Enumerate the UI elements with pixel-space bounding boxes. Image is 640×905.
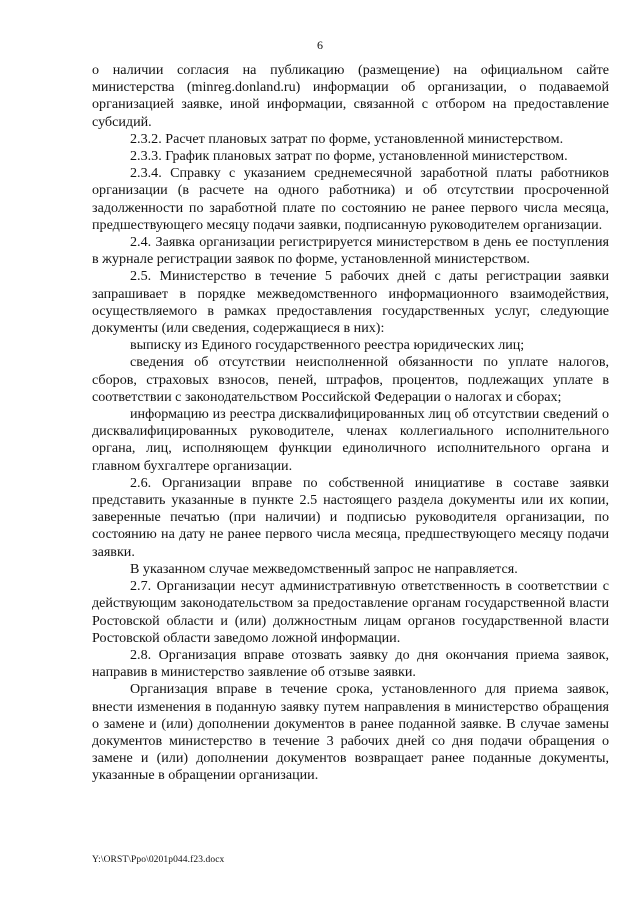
paragraph-consent-publication: о наличии согласия на публикацию (размещение) на официальном сайте министерства (minreg.donland.ru) информации об организации, о подаваемой организацией заявке, иной информации, связанной с отбором на предоставление субсидий.: [92, 62, 609, 130]
paragraph-2-6: 2.6. Организации вправе по собственной инициативе в составе заявки представить указанные в пункте 2.5 настоящего раздела документы или их копии, заверенные печатью (при наличии) и подписью руководителя организации, по состоянию на дату не ранее первого числа месяца, предшествующего месяцу подачи заявки.: [92, 474, 609, 560]
paragraph-2-3-4: 2.3.4. Справку с указанием среднемесячной заработной платы работников организации (в расчете на одного работника) и об отсутствии просроченной задолженности по заработной плате по состоянию не ранее первого числа месяца, предшествующего месяцу подачи заявки, подписанную руководителем организации.: [92, 165, 609, 233]
paragraph-2-3-2: 2.3.2. Расчет плановых затрат по форме, установленной министерством.: [130, 130, 564, 147]
document-body: [92, 62, 609, 785]
paragraph-2-3-3: 2.3.3. График плановых затрат по форме, установленной министерством.: [130, 148, 568, 165]
paragraph-2-5-item-taxes: сведения об отсутствии неисполненной обязанности по уплате налогов, сборов, страховых взносов, пеней, штрафов, процентов, подлежащих уплате в соответствии с законодательством Российской Федерации о налогах и сборах;: [92, 354, 609, 405]
paragraph-2-8-changes: Организация вправе в течение срока, установленного для приема заявок, внести изменения в поданную заявку путем направления в министерство обращения о замене и (или) дополнении документов в ранее поданной заявке. В случае замены документов министерство в течение 3 рабочих дней со дня подачи обращения о замене и (или) дополнении документов возвращает ранее поданные документы, указанные в обращении организации.: [92, 681, 609, 784]
paragraph-2-5: 2.5. Министерство в течение 5 рабочих дней с даты регистрации заявки запрашивает в порядке межведомственного информационного взаимодействия, осуществляемого в рамках предоставления государственных услуг, следующие документы (или сведения, содержащиеся в них):: [92, 268, 609, 337]
page-number: 6: [317, 38, 323, 52]
paragraph-2-8: 2.8. Организация вправе отозвать заявку до дня окончания приема заявок, направив в министерство заявление об отзыве заявки.: [92, 646, 609, 681]
paragraph-2-5-item-egrul: выписку из Единого государственного реестра юридических лиц;: [130, 337, 525, 354]
paragraph-2-4: 2.4. Заявка организации регистрируется министерством в день ее поступления в журнале регистрации заявок по форме, установленной министерством.: [92, 234, 609, 268]
paragraph-2-5-item-disqualified: информацию из реестра дисквалифицированных лиц об отсутствии сведений о дисквалифицированных руководителе, членах коллегиального исполнительного органа, лиц, исполняющем функции единоличного исполнительного органа и главном бухгалтере организации.: [92, 406, 609, 474]
footer-file-path: Y:\ORST\Ppo\0201p044.f23.docx: [92, 855, 225, 865]
paragraph-2-7: 2.7. Организации несут административную ответственность в соответствии с действующим законодательством за предоставление органам государственной власти Ростовской области и (или) должностным лицам органов государственной власти Ростовской области заведомо ложной информации.: [92, 578, 609, 646]
paragraph-2-6-note: В указанном случае межведомственный запрос не направляется.: [130, 560, 518, 577]
